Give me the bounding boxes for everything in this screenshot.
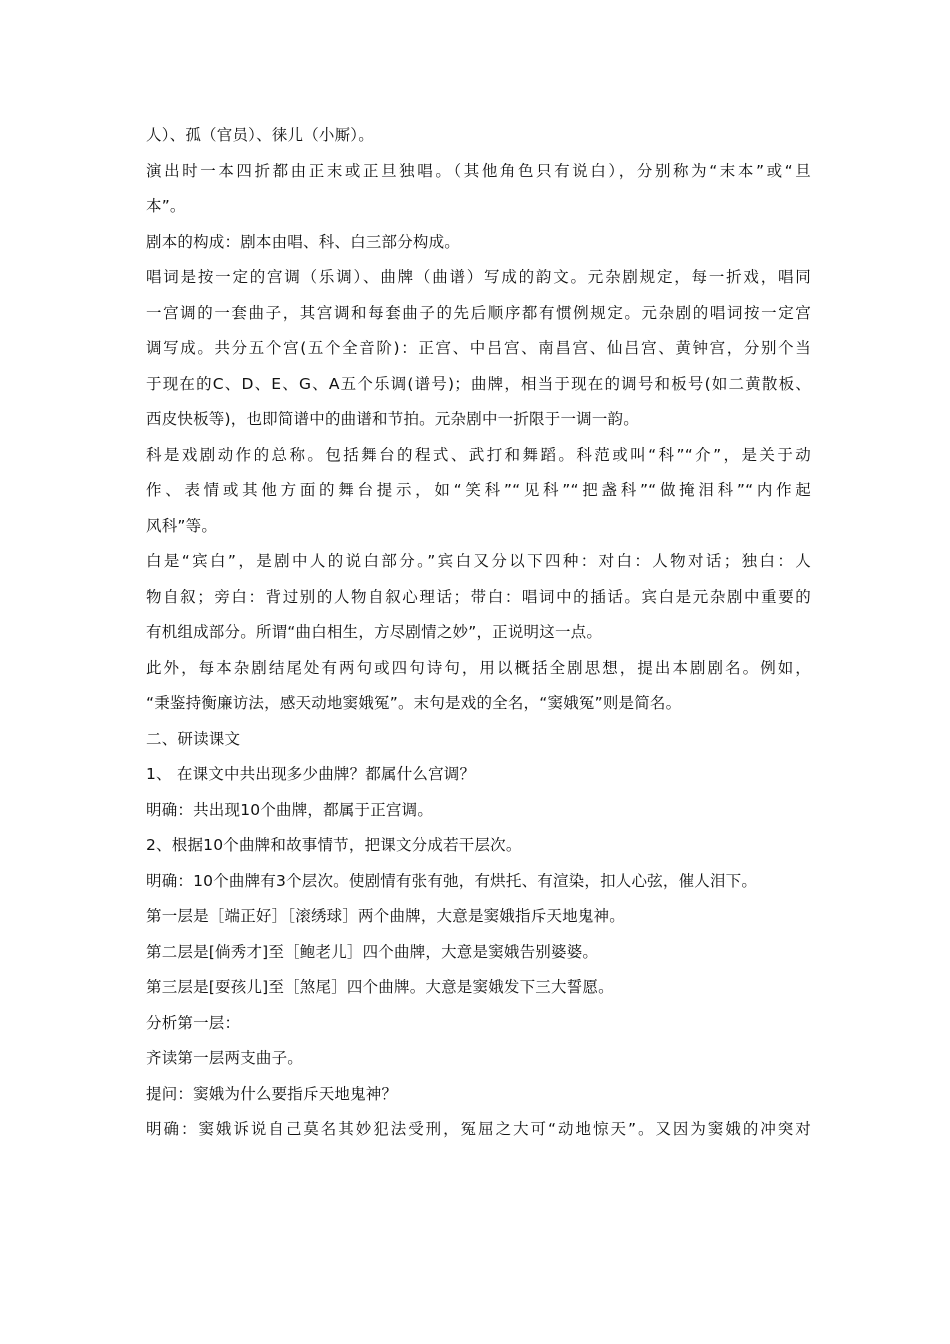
question-line: 2、根据10个曲牌和故事情节，把课文分成若干层次。 xyxy=(146,836,522,854)
text-line: 演出时一本四折都由正末或正旦独唱。（其他角色只有说白），分别称为“末本”或“旦 xyxy=(146,161,811,180)
text-line: 本”。 xyxy=(146,197,186,215)
section-heading: 二、研读课文 xyxy=(146,729,241,748)
answer-line: 明确：共出现10个曲牌，都属于正宫调。 xyxy=(146,800,434,819)
text-line: 作、表情或其他方面的舞台提示，如“笑科”“见科”“把盏科”“做掩泪科”“内作起 xyxy=(146,481,811,499)
text-line: 第一层是［端正好］［滚绣球］两个曲牌，大意是窦娥指斥天地鬼神。 xyxy=(146,907,625,925)
text-line: 有机组成部分。所谓“曲白相生，方尽剧情之妙”，正说明这一点。 xyxy=(146,623,603,641)
text-line: 西皮快板等)，也即简谱中的曲谱和节拍。元杂剧中一折限于一调一韵。 xyxy=(146,410,639,428)
text-line: 白是“宾白”，是剧中人的说白部分。”宾白又分以下四种：对白：人物对话；独白：人 xyxy=(146,552,811,570)
text-line: 风科”等。 xyxy=(146,516,218,535)
document-body xyxy=(146,118,811,1148)
question-line: 提问：窦娥为什么要指斥天地鬼神？ xyxy=(146,1084,398,1103)
text-line: 第二层是[倘秀才]至［鲍老儿］四个曲牌，大意是窦娥告别婆婆。 xyxy=(146,942,599,961)
text-line: “秉鉴持衡廉访法，感天动地窦娥冤”。末句是戏的全名，“窦娥冤”则是简名。 xyxy=(146,694,682,712)
text-line: 齐读第一层两支曲子。 xyxy=(146,1049,304,1067)
text-line: 此外，每本杂剧结尾处有两句或四句诗句，用以概括全剧思想，提出本剧剧名。例如， xyxy=(146,658,811,677)
question-line: 1、 在课文中共出现多少曲牌？都属什么宫调？ xyxy=(146,765,476,783)
subheading-line: 分析第一层： xyxy=(146,1013,241,1032)
text-line: 唱词是按一定的宫调（乐调）、曲牌（曲谱）写成的韵文。元杂剧规定，每一折戏，唱同 xyxy=(146,268,811,286)
answer-line: 明确：10个曲牌有3个层次。使剧情有张有弛，有烘托、有渲染，扣人心弦，催人泪下。 xyxy=(146,871,758,890)
text-line: 人）、孤（官员）、徕儿（小厮）。 xyxy=(146,126,374,144)
text-line: 一宫调的一套曲子，其宫调和每套曲子的先后顺序都有惯例规定。元杂剧的唱词按一定宫 xyxy=(146,303,811,322)
answer-line: 明确：窦娥诉说自己莫名其妙犯法受刑，冤屈之大可“动地惊天”。又因为窦娥的冲突对 xyxy=(146,1120,811,1138)
text-line: 调写成。共分五个宫(五个全音阶)：正宫、中吕宫、南昌宫、仙吕宫、黄钟宫，分别个当 xyxy=(146,339,811,357)
text-line: 第三层是[耍孩儿]至［煞尾］四个曲牌。大意是窦娥发下三大誓愿。 xyxy=(146,978,614,996)
text-line: 于现在的C、D、E、G、A五个乐调(谱号)；曲牌，相当于现在的调号和板号(如二黄散板、 xyxy=(146,374,811,393)
text-line: 剧本的构成：剧本由唱、科、白三部分构成。 xyxy=(146,232,461,251)
text-line: 物自叙；旁白：背过别的人物自叙心理话；带白：唱词中的插话。宾白是元杂剧中重要的 xyxy=(146,587,811,606)
text-line: 科是戏剧动作的总称。包括舞台的程式、武打和舞蹈。科范或叫“科”“介”，是关于动 xyxy=(146,445,811,464)
